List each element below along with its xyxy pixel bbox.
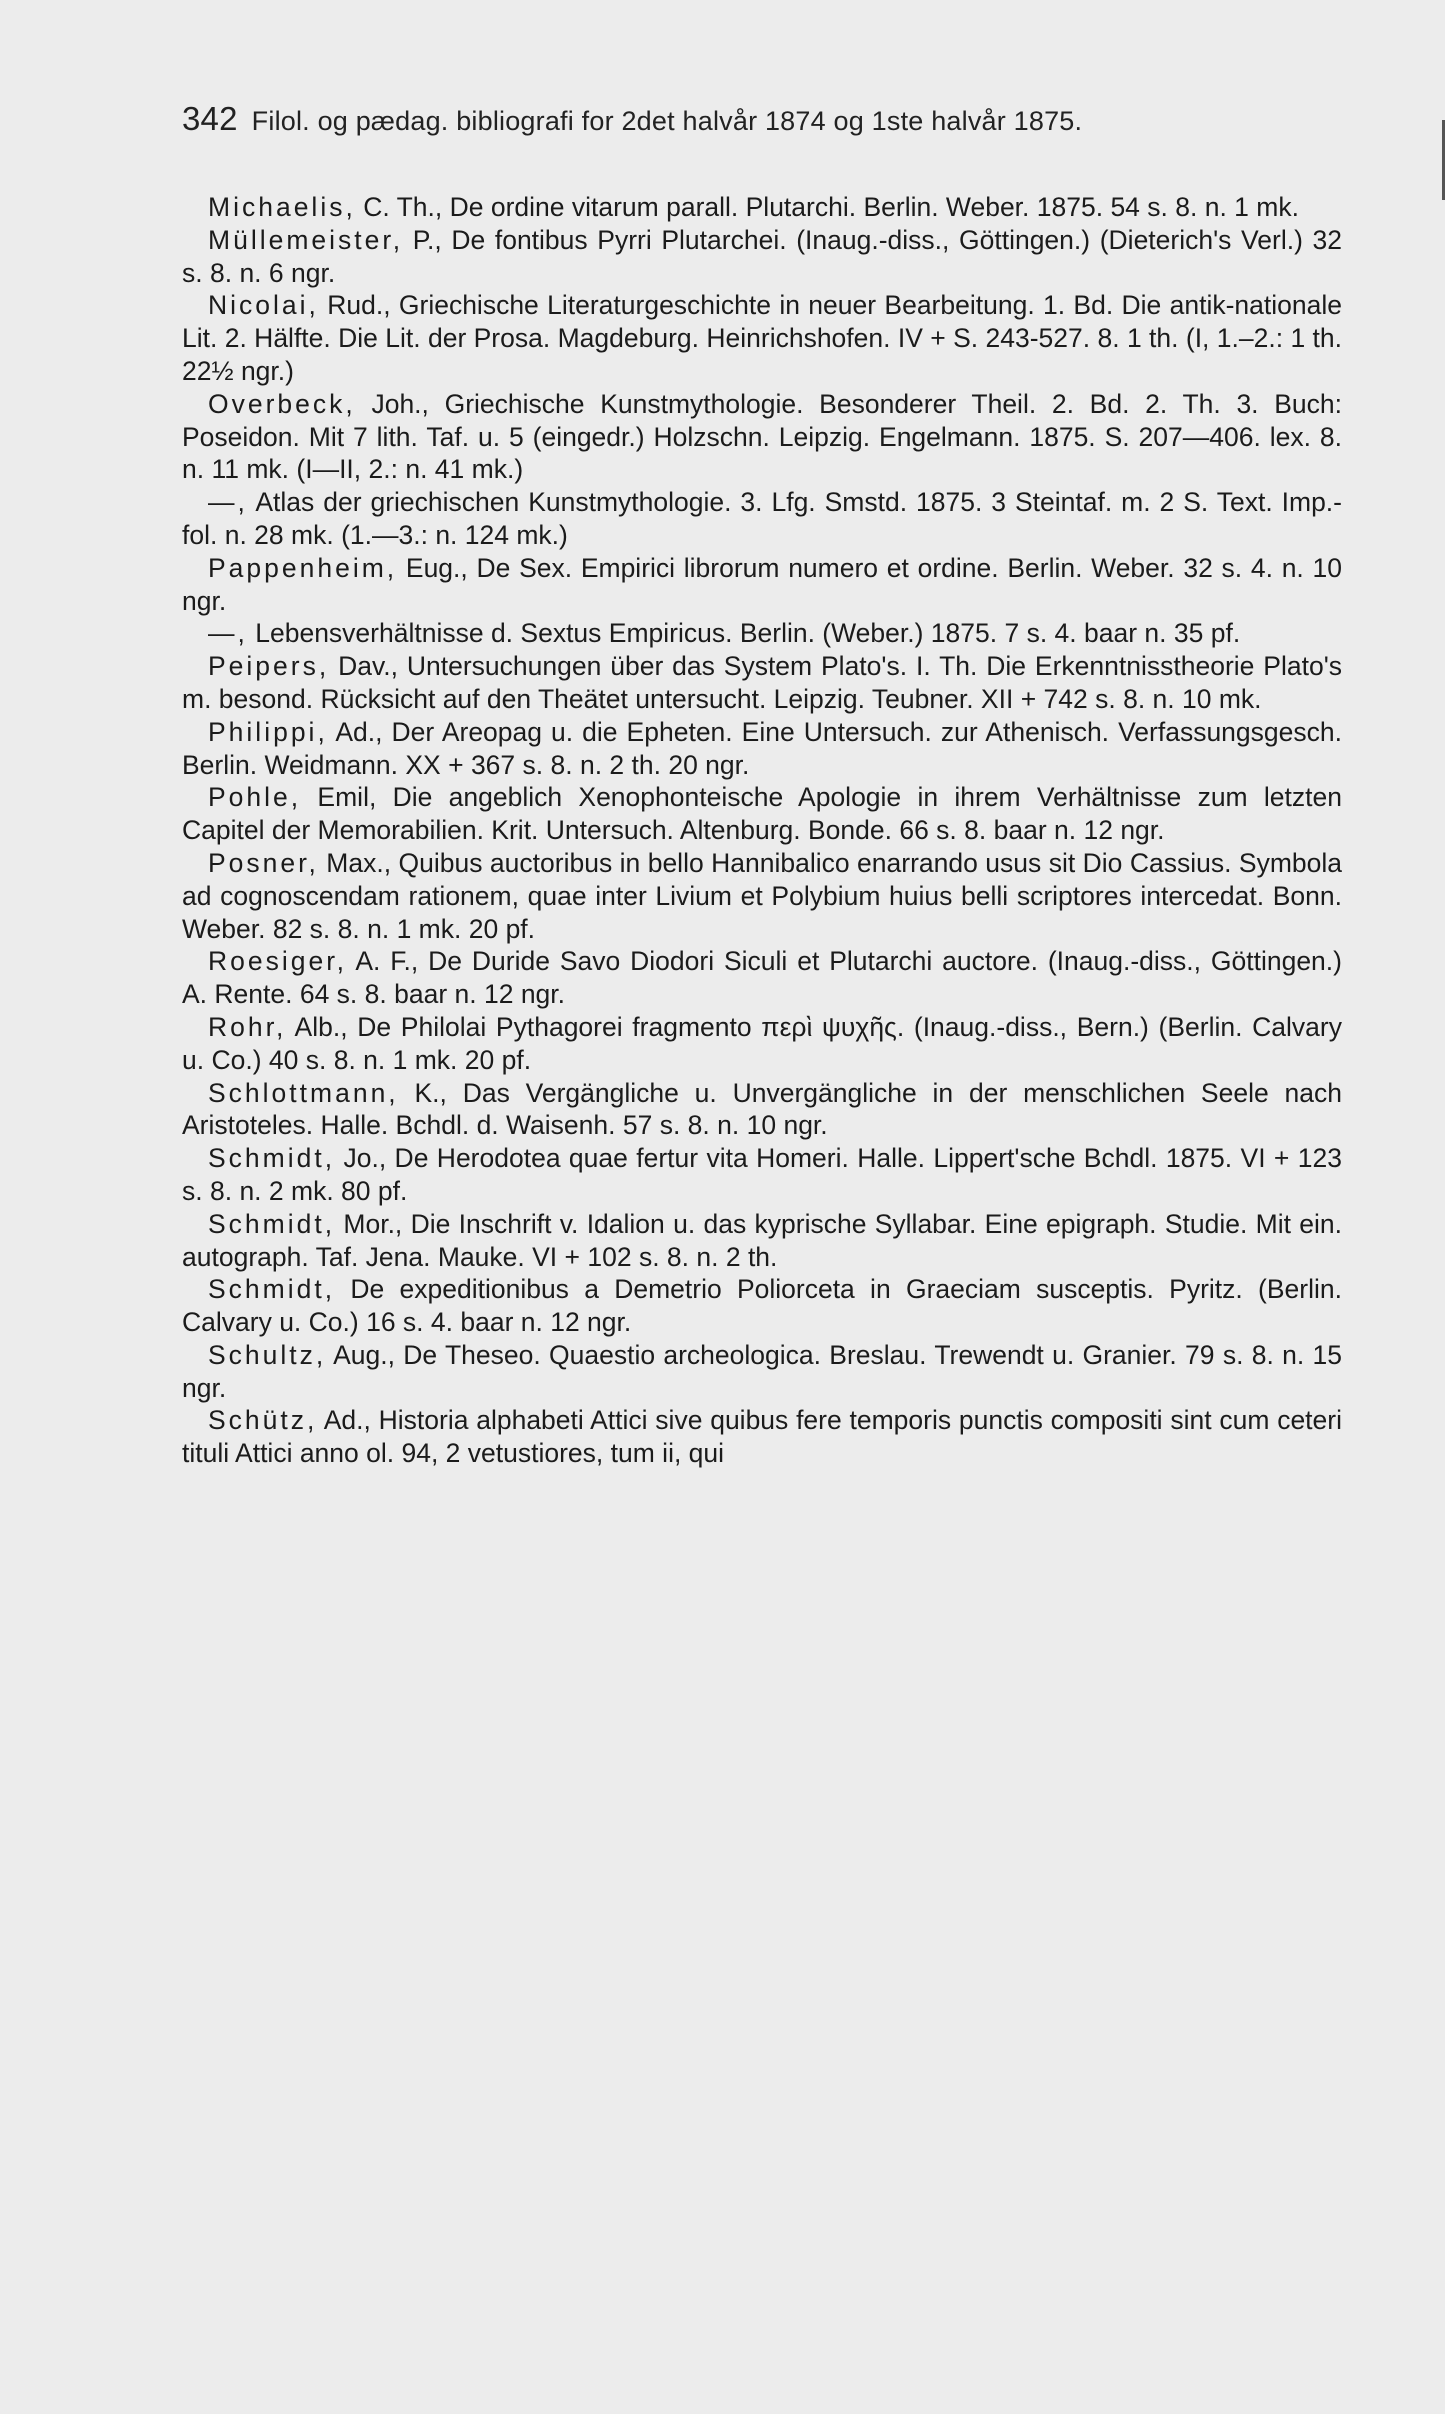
entry-author: Michaelis, [208,192,356,222]
bibliography-entry [182,781,1342,847]
entry-author: Philippi, [208,716,328,747]
bibliography-entry [182,1011,1342,1077]
entry-text: C. Th., De ordine vitarum parall. Plutarchi. Berlin. Weber. 1875. 54 s. 8. n. 1 mk. [355,192,1299,222]
entry-text: Rud., Griechische Literaturgeschichte in neuer Bearbeitung. 1. Bd. Die antik-nationale Lit. 2. Hälfte. Die Lit. der Prosa. Magdeburg. Heinrichshofen. IV + S. 243-527. 8. 1 th. (I, 1.–2.: 1 th. 22½ ngr.) [182,290,1343,386]
entry-author: Schmidt, [208,1274,336,1305]
entry-author: Schütz, [208,1405,318,1436]
entry-author: Müllemeister, [208,224,404,255]
entry-text: Ad., Der Areopag u. die Epheten. Eine Untersuch. zur Athenisch. Verfassungsgesch. Berlin. Weidmann. XX + 367 s. 8. n. 2 th. 20 ngr. [182,716,1342,780]
bibliography-entry [182,1404,1342,1470]
entry-text: Max., Quibus auctoribus in bello Hannibalico enarrando usus sit Dio Cassius. Symbola ad cognoscendam rationem, quae inter Livium et Polybium huius belli scriptores intercedat. Bonn. Weber. 82 s. 8. n. 1 mk. 20 pf. [182,847,1342,944]
bibliography-entry [182,716,1342,782]
entry-text: Aug., De Theseo. Quaestio archeologica. Breslau. Trewendt u. Granier. 79 s. 8. n. 15 ngr. [182,1339,1342,1403]
bibliography-entry [182,1339,1342,1405]
entry-text: Joh., Griechische Kunstmythologie. Besonderer Theil. 2. Bd. 2. Th. 3. Buch: Poseidon. Mit 7 lith. Taf. u. 5 (eingedr.) Holzschn. Leipzig. Engelmann. 1875. S. 207—406. lex. 8. n. 11 mk. (I—II, 2.: n. 41 mk.) [182,388,1342,485]
bibliography-entry [182,617,1342,650]
bibliography-entry [182,388,1342,486]
bibliography-entry [182,191,1342,224]
entry-text: Dav., Untersuchungen über das System Plato's. I. Th. Die Erkenntnisstheorie Plato's m. besond. Rücksicht auf den Theätet untersucht. Leipzig. Teubner. XII + 742 s. 8. n. 10 mk. [182,651,1342,714]
entry-author: Schmidt, [208,1208,336,1239]
entry-text: Lebensverhältnisse d. Sextus Empiricus. Berlin. (Weber.) 1875. 7 s. 4. baar n. 35 pf. [247,618,1241,649]
bibliography-entry [182,1208,1342,1274]
entry-author: Roesiger, [208,946,347,977]
entry-author: Schmidt, [208,1143,336,1174]
bibliography-entry [182,486,1342,552]
entry-text: Atlas der griechischen Kunstmythologie. 3. Lfg. Smstd. 1875. 3 Steintaf. m. 2 S. Text. Imp.-fol. n. 28 mk. (1.—3.: n. 124 mk.) [182,487,1342,550]
entry-text: Ad., Historia alphabeti Attici sive quibus fere temporis punctis compositi sint cum ceteri tituli Attici anno ol. 94, 2 vetustiores, tum ii, qui [182,1405,1342,1469]
running-title: Filol. og pædag. bibliografi for 2det halvår 1874 og 1ste halvår 1875. [251,106,1083,136]
entry-author: Overbeck, [208,388,356,419]
entry-author: Posner, [208,847,319,878]
bibliography-entry [182,289,1342,387]
bibliography-entry [182,1077,1342,1143]
bibliography-entry [182,1142,1342,1208]
entry-text: De expeditionibus a Demetrio Poliorceta in Graeciam susceptis. Pyritz. (Berlin. Calvary u. Co.) 16 s. 4. baar n. 12 ngr. [182,1274,1342,1338]
entry-author: —, [208,487,248,518]
entry-text: A. F., De Duride Savo Diodori Siculi et Plutarchi auctore. (Inaug.-diss., Göttingen.) A. Rente. 64 s. 8. baar n. 12 ngr. [182,946,1342,1010]
entry-text: Jo., De Herodotea quae fertur vita Homeri. Halle. Lippert'sche Bchdl. 1875. VI + 123 s. 8. n. 2 mk. 80 pf. [182,1143,1342,1206]
bibliography-entry [182,945,1342,1011]
entry-author: —, [208,618,248,649]
entry-text: K., Das Vergängliche u. Unvergängliche in der menschlichen Seele nach Aristoteles. Halle. Bchdl. d. Waisenh. 57 s. 8. n. 10 ngr. [182,1077,1342,1141]
bibliography-entry [182,650,1342,716]
entry-text: Alb., De Philolai Pythagorei fragmento περὶ ψυχῆς. (Inaug.-diss., Bern.) (Berlin. Calvary u. Co.) 40 s. 8. n. 1 mk. 20 pf. [182,1011,1342,1075]
entry-author: Rohr, [208,1011,287,1042]
entry-author: Nicolai, [208,290,319,321]
bibliography-entry [182,847,1342,945]
entry-text: Mor., Die Inschrift v. Idalion u. das kyprische Syllabar. Eine epigraph. Studie. Mit ein. autograph. Taf. Jena. Mauke. VI + 102 s. 8. n. 2 th. [182,1208,1342,1272]
bibliography-entry [182,552,1342,618]
entry-author: Peipers, [208,651,330,682]
entry-author: Pohle, [208,782,302,813]
entry-author: Schultz, [208,1339,327,1370]
entry-text: P., De fontibus Pyrri Plutarchei. (Inaug.-diss., Göttingen.) (Dieterich's Verl.) 32 s. 8. n. 6 ngr. [182,224,1342,288]
running-header [182,100,1302,138]
bibliography-entry [182,1273,1342,1339]
page-number: 342 [182,100,238,137]
bibliography-entry [182,224,1342,290]
entry-text: Emil, Die angeblich Xenophonteische Apologie in ihrem Verhältnisse zum letzten Capitel der Memorabilien. Krit. Untersuch. Altenburg. Bonde. 66 s. 8. baar n. 12 ngr. [182,782,1342,846]
entry-text: Eug., De Sex. Empirici librorum numero et ordine. Berlin. Weber. 32 s. 4. n. 10 ngr. [182,552,1342,616]
entry-author: Pappenheim, [208,552,398,583]
bibliography-list [182,191,1342,1470]
entry-author: Schlottmann, [208,1077,399,1108]
